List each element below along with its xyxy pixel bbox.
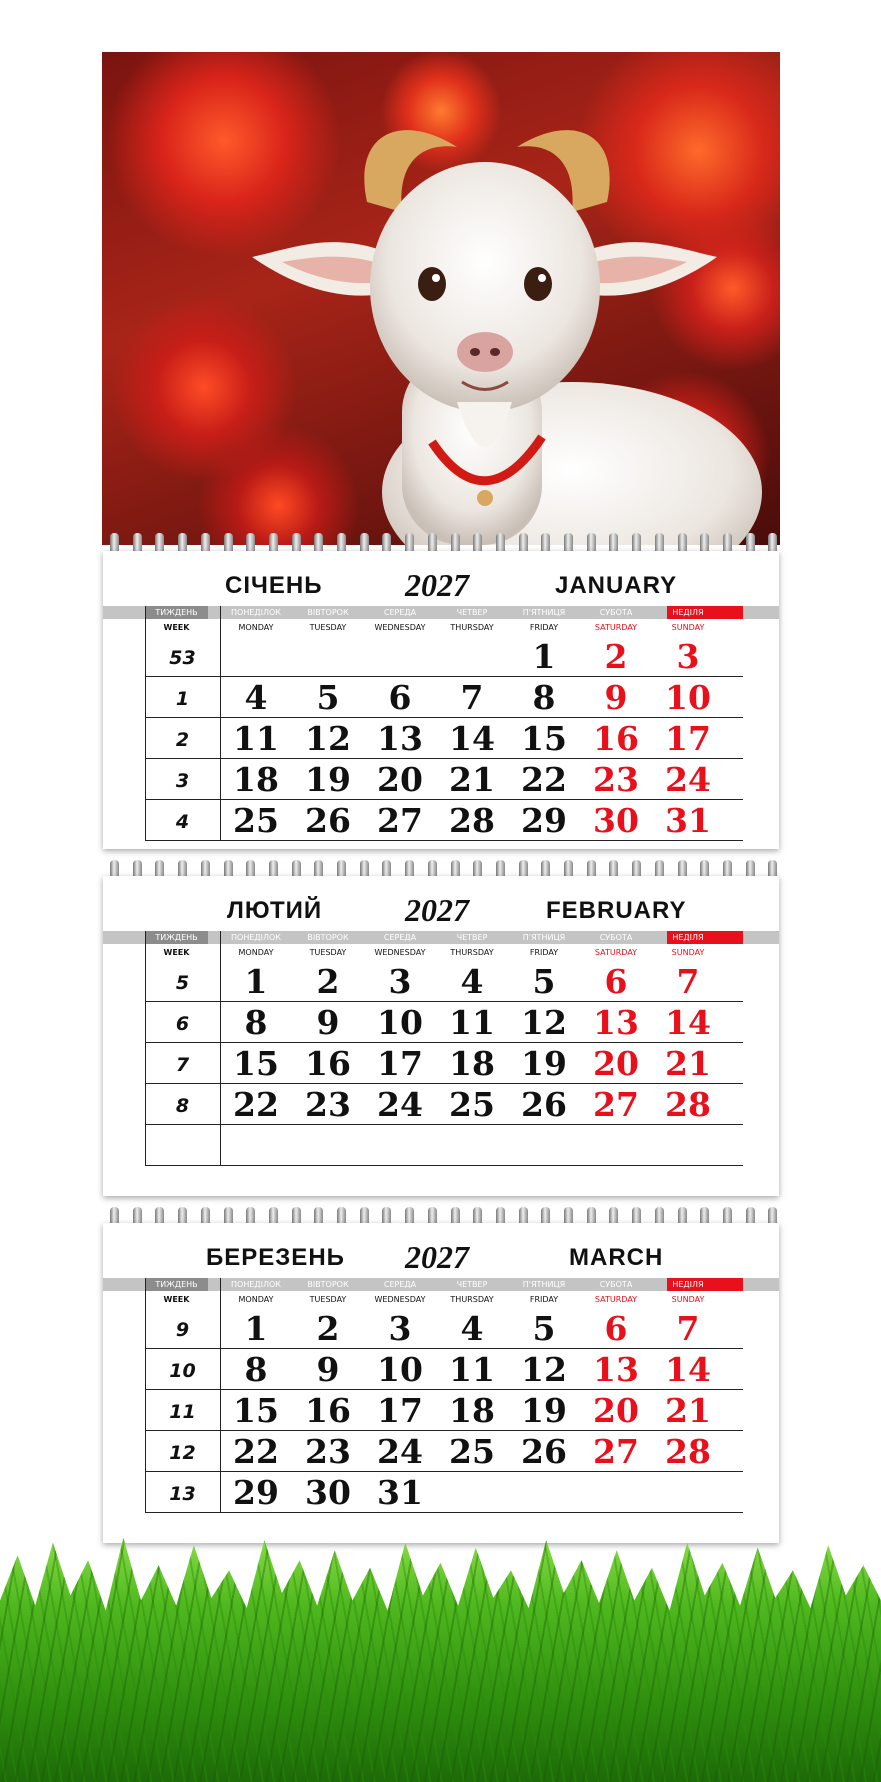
- weekday-en: MONDAY: [238, 948, 274, 957]
- month-name-ua: СІЧЕНЬ: [225, 572, 323, 599]
- month-name-ua: БЕРЕЗЕНЬ: [206, 1244, 345, 1271]
- weekday-ua: НЕДІЛЯ: [672, 608, 704, 617]
- grid-line-horizontal: [145, 1083, 743, 1084]
- day-number: 12: [521, 1003, 567, 1042]
- day-number: 12: [305, 719, 351, 758]
- weekday-en: TUESDAY: [309, 948, 347, 957]
- month-panel-march: [103, 1223, 779, 1543]
- weekday-ua: ПОНЕДІЛОК: [231, 933, 281, 942]
- day-number: 19: [305, 760, 351, 799]
- weekday-ua: ВІВТОРОК: [307, 933, 349, 942]
- weekday-header-bar: [103, 1278, 779, 1291]
- day-number: 13: [377, 719, 423, 758]
- day-number: 17: [377, 1044, 423, 1083]
- day-number: 21: [665, 1044, 711, 1083]
- day-number: 7: [460, 678, 484, 717]
- day-number: 15: [233, 1044, 279, 1083]
- grid-line-horizontal: [145, 1001, 743, 1002]
- day-number: 7: [676, 962, 700, 1001]
- weekday-ua: ПОНЕДІЛОК: [231, 608, 281, 617]
- weekday-en: WEDNESDAY: [374, 1295, 426, 1304]
- day-number: 4: [460, 962, 484, 1001]
- week-number: 2: [175, 729, 190, 751]
- weekday-en: THURSDAY: [450, 948, 494, 957]
- day-number: 15: [521, 719, 567, 758]
- weekday-ua: П'ЯТНИЦЯ: [522, 1280, 566, 1289]
- day-number: 21: [665, 1391, 711, 1430]
- week-header-en: WEEK: [163, 1295, 190, 1304]
- day-number: 5: [316, 678, 340, 717]
- day-number: 24: [377, 1432, 423, 1471]
- grid-line-horizontal: [145, 676, 743, 677]
- weekday-en: MONDAY: [238, 623, 274, 632]
- day-number: 16: [593, 719, 639, 758]
- day-number: 18: [233, 760, 279, 799]
- day-number: 11: [449, 1350, 495, 1389]
- month-name-en: FEBRUARY: [546, 897, 687, 924]
- day-number: 2: [316, 1309, 340, 1348]
- weekday-en: SATURDAY: [594, 623, 638, 632]
- goat-photo: [102, 52, 780, 545]
- month-name-ua: ЛЮТИЙ: [227, 897, 323, 924]
- grid-line-horizontal: [145, 1348, 743, 1349]
- day-number: 6: [388, 678, 412, 717]
- grid-line-horizontal: [145, 799, 743, 800]
- day-number: 14: [449, 719, 495, 758]
- day-number: 19: [521, 1391, 567, 1430]
- week-number: 11: [169, 1401, 196, 1423]
- weekday-header-bar: [103, 606, 779, 619]
- grid-line-vertical: [220, 931, 221, 1165]
- day-number: 31: [377, 1473, 423, 1512]
- day-number: 27: [593, 1085, 639, 1124]
- day-number: 1: [532, 637, 556, 676]
- month-name-en: MARCH: [569, 1244, 664, 1271]
- year-label: 2027: [405, 567, 469, 603]
- day-number: 17: [377, 1391, 423, 1430]
- weekday-en: SUNDAY: [671, 623, 705, 632]
- day-number: 18: [449, 1391, 495, 1430]
- weekday-en: MONDAY: [238, 1295, 274, 1304]
- day-number: 17: [665, 719, 711, 758]
- weekday-ua: СУБОТА: [599, 933, 633, 942]
- grid-line-horizontal: [145, 1165, 743, 1166]
- weekday-en: WEDNESDAY: [374, 623, 426, 632]
- day-number: 1: [244, 1309, 268, 1348]
- grid-line-horizontal: [145, 1471, 743, 1472]
- day-number: 16: [305, 1391, 351, 1430]
- day-number: 3: [388, 1309, 412, 1348]
- day-number: 31: [665, 801, 711, 840]
- day-number: 8: [244, 1350, 268, 1389]
- day-number: 26: [521, 1085, 567, 1124]
- day-number: 7: [676, 1309, 700, 1348]
- grid-line-vertical: [145, 606, 146, 840]
- day-number: 10: [665, 678, 711, 717]
- week-header-en: WEEK: [163, 948, 190, 957]
- weekday-ua: П'ЯТНИЦЯ: [522, 608, 566, 617]
- day-number: 26: [305, 801, 351, 840]
- weekday-en: SUNDAY: [671, 1295, 705, 1304]
- weekday-en: FRIDAY: [529, 1295, 559, 1304]
- day-number: 29: [521, 801, 567, 840]
- day-number: 27: [377, 801, 423, 840]
- day-number: 20: [593, 1044, 639, 1083]
- grid-line-horizontal: [145, 1042, 743, 1043]
- day-number: 8: [244, 1003, 268, 1042]
- day-number: 11: [233, 719, 279, 758]
- weekday-ua: П'ЯТНИЦЯ: [522, 933, 566, 942]
- weekday-en: SUNDAY: [671, 948, 705, 957]
- day-number: 24: [665, 760, 711, 799]
- day-number: 11: [449, 1003, 495, 1042]
- day-number: 18: [449, 1044, 495, 1083]
- weekday-ua: ЧЕТВЕР: [456, 608, 488, 617]
- grid-line-vertical: [145, 1278, 146, 1512]
- day-number: 6: [604, 962, 628, 1001]
- week-header-en: WEEK: [163, 623, 190, 632]
- weekday-en: SATURDAY: [594, 948, 638, 957]
- day-number: 16: [305, 1044, 351, 1083]
- day-number: 30: [305, 1473, 351, 1512]
- day-number: 4: [460, 1309, 484, 1348]
- day-number: 13: [593, 1350, 639, 1389]
- weekday-en: WEDNESDAY: [374, 948, 426, 957]
- week-number: 10: [169, 1360, 196, 1382]
- grid-line-horizontal: [145, 1389, 743, 1390]
- day-number: 5: [532, 1309, 556, 1348]
- day-number: 13: [593, 1003, 639, 1042]
- weekday-ua: НЕДІЛЯ: [672, 1280, 704, 1289]
- weekday-header-bar: [103, 931, 779, 944]
- weekday-ua: СЕРЕДА: [383, 1280, 417, 1289]
- month-panel-february: [103, 876, 779, 1196]
- day-number: 26: [521, 1432, 567, 1471]
- day-number: 22: [521, 760, 567, 799]
- weekday-en: FRIDAY: [529, 948, 559, 957]
- day-number: 8: [532, 678, 556, 717]
- grid-line-horizontal: [145, 717, 743, 718]
- week-header-ua: ТИЖДЕНЬ: [145, 606, 208, 619]
- day-number: 22: [233, 1432, 279, 1471]
- day-number: 3: [388, 962, 412, 1001]
- year-label: 2027: [405, 1239, 469, 1275]
- day-number: 25: [449, 1432, 495, 1471]
- week-number: 8: [175, 1095, 190, 1117]
- grid-line-horizontal: [145, 1430, 743, 1431]
- day-number: 20: [593, 1391, 639, 1430]
- weekday-en: TUESDAY: [309, 1295, 347, 1304]
- day-number: 23: [305, 1432, 351, 1471]
- day-number: 25: [233, 801, 279, 840]
- weekday-en: FRIDAY: [529, 623, 559, 632]
- day-number: 27: [593, 1432, 639, 1471]
- day-number: 23: [593, 760, 639, 799]
- grid-line-vertical: [220, 1278, 221, 1512]
- day-number: 12: [521, 1350, 567, 1389]
- week-number: 6: [175, 1013, 190, 1035]
- weekday-ua: СУБОТА: [599, 608, 633, 617]
- day-number: 29: [233, 1473, 279, 1512]
- month-panel-january: [103, 551, 779, 849]
- grid-line-horizontal: [145, 758, 743, 759]
- week-number: 9: [175, 1319, 190, 1341]
- grid-line-horizontal: [145, 1124, 743, 1125]
- day-number: 15: [233, 1391, 279, 1430]
- grass-decoration: [0, 1530, 881, 1782]
- day-number: 9: [316, 1003, 340, 1042]
- day-number: 19: [521, 1044, 567, 1083]
- day-number: 9: [316, 1350, 340, 1389]
- day-number: 10: [377, 1350, 423, 1389]
- grid-line-vertical: [220, 606, 221, 840]
- day-number: 2: [316, 962, 340, 1001]
- day-number: 28: [449, 801, 495, 840]
- day-number: 20: [377, 760, 423, 799]
- week-number: 7: [175, 1054, 190, 1076]
- week-header-ua: ТИЖДЕНЬ: [145, 1278, 208, 1291]
- day-number: 14: [665, 1003, 711, 1042]
- week-number: 4: [175, 811, 190, 833]
- grid-line-vertical: [145, 931, 146, 1165]
- weekday-ua: ПОНЕДІЛОК: [231, 1280, 281, 1289]
- weekday-en: THURSDAY: [450, 623, 494, 632]
- day-number: 23: [305, 1085, 351, 1124]
- day-number: 30: [593, 801, 639, 840]
- weekday-ua: ВІВТОРОК: [307, 1280, 349, 1289]
- month-name-en: JANUARY: [555, 572, 678, 599]
- day-number: 28: [665, 1432, 711, 1471]
- weekday-ua: СЕРЕДА: [383, 608, 417, 617]
- day-number: 28: [665, 1085, 711, 1124]
- weekday-en: SATURDAY: [594, 1295, 638, 1304]
- day-number: 4: [244, 678, 268, 717]
- day-number: 25: [449, 1085, 495, 1124]
- day-number: 24: [377, 1085, 423, 1124]
- year-label: 2027: [405, 892, 469, 928]
- week-number: 53: [169, 647, 196, 669]
- grid-line-horizontal: [145, 1512, 743, 1513]
- weekday-ua: НЕДІЛЯ: [672, 933, 704, 942]
- grid-line-horizontal: [145, 840, 743, 841]
- week-number: 5: [175, 972, 190, 994]
- week-number: 13: [169, 1483, 196, 1505]
- weekday-en: TUESDAY: [309, 623, 347, 632]
- goat-illustration: [102, 52, 780, 545]
- day-number: 21: [449, 760, 495, 799]
- week-number: 12: [169, 1442, 196, 1464]
- day-number: 22: [233, 1085, 279, 1124]
- week-header-ua: ТИЖДЕНЬ: [145, 931, 208, 944]
- day-number: 3: [676, 637, 700, 676]
- day-number: 9: [604, 678, 628, 717]
- day-number: 5: [532, 962, 556, 1001]
- day-number: 14: [665, 1350, 711, 1389]
- day-number: 2: [604, 637, 628, 676]
- weekday-en: THURSDAY: [450, 1295, 494, 1304]
- day-number: 6: [604, 1309, 628, 1348]
- weekday-ua: ЧЕТВЕР: [456, 933, 488, 942]
- weekday-ua: ВІВТОРОК: [307, 608, 349, 617]
- day-number: 10: [377, 1003, 423, 1042]
- week-number: 1: [175, 688, 190, 710]
- day-number: 1: [244, 962, 268, 1001]
- weekday-ua: СУБОТА: [599, 1280, 633, 1289]
- weekday-ua: СЕРЕДА: [383, 933, 417, 942]
- weekday-ua: ЧЕТВЕР: [456, 1280, 488, 1289]
- week-number: 3: [175, 770, 190, 792]
